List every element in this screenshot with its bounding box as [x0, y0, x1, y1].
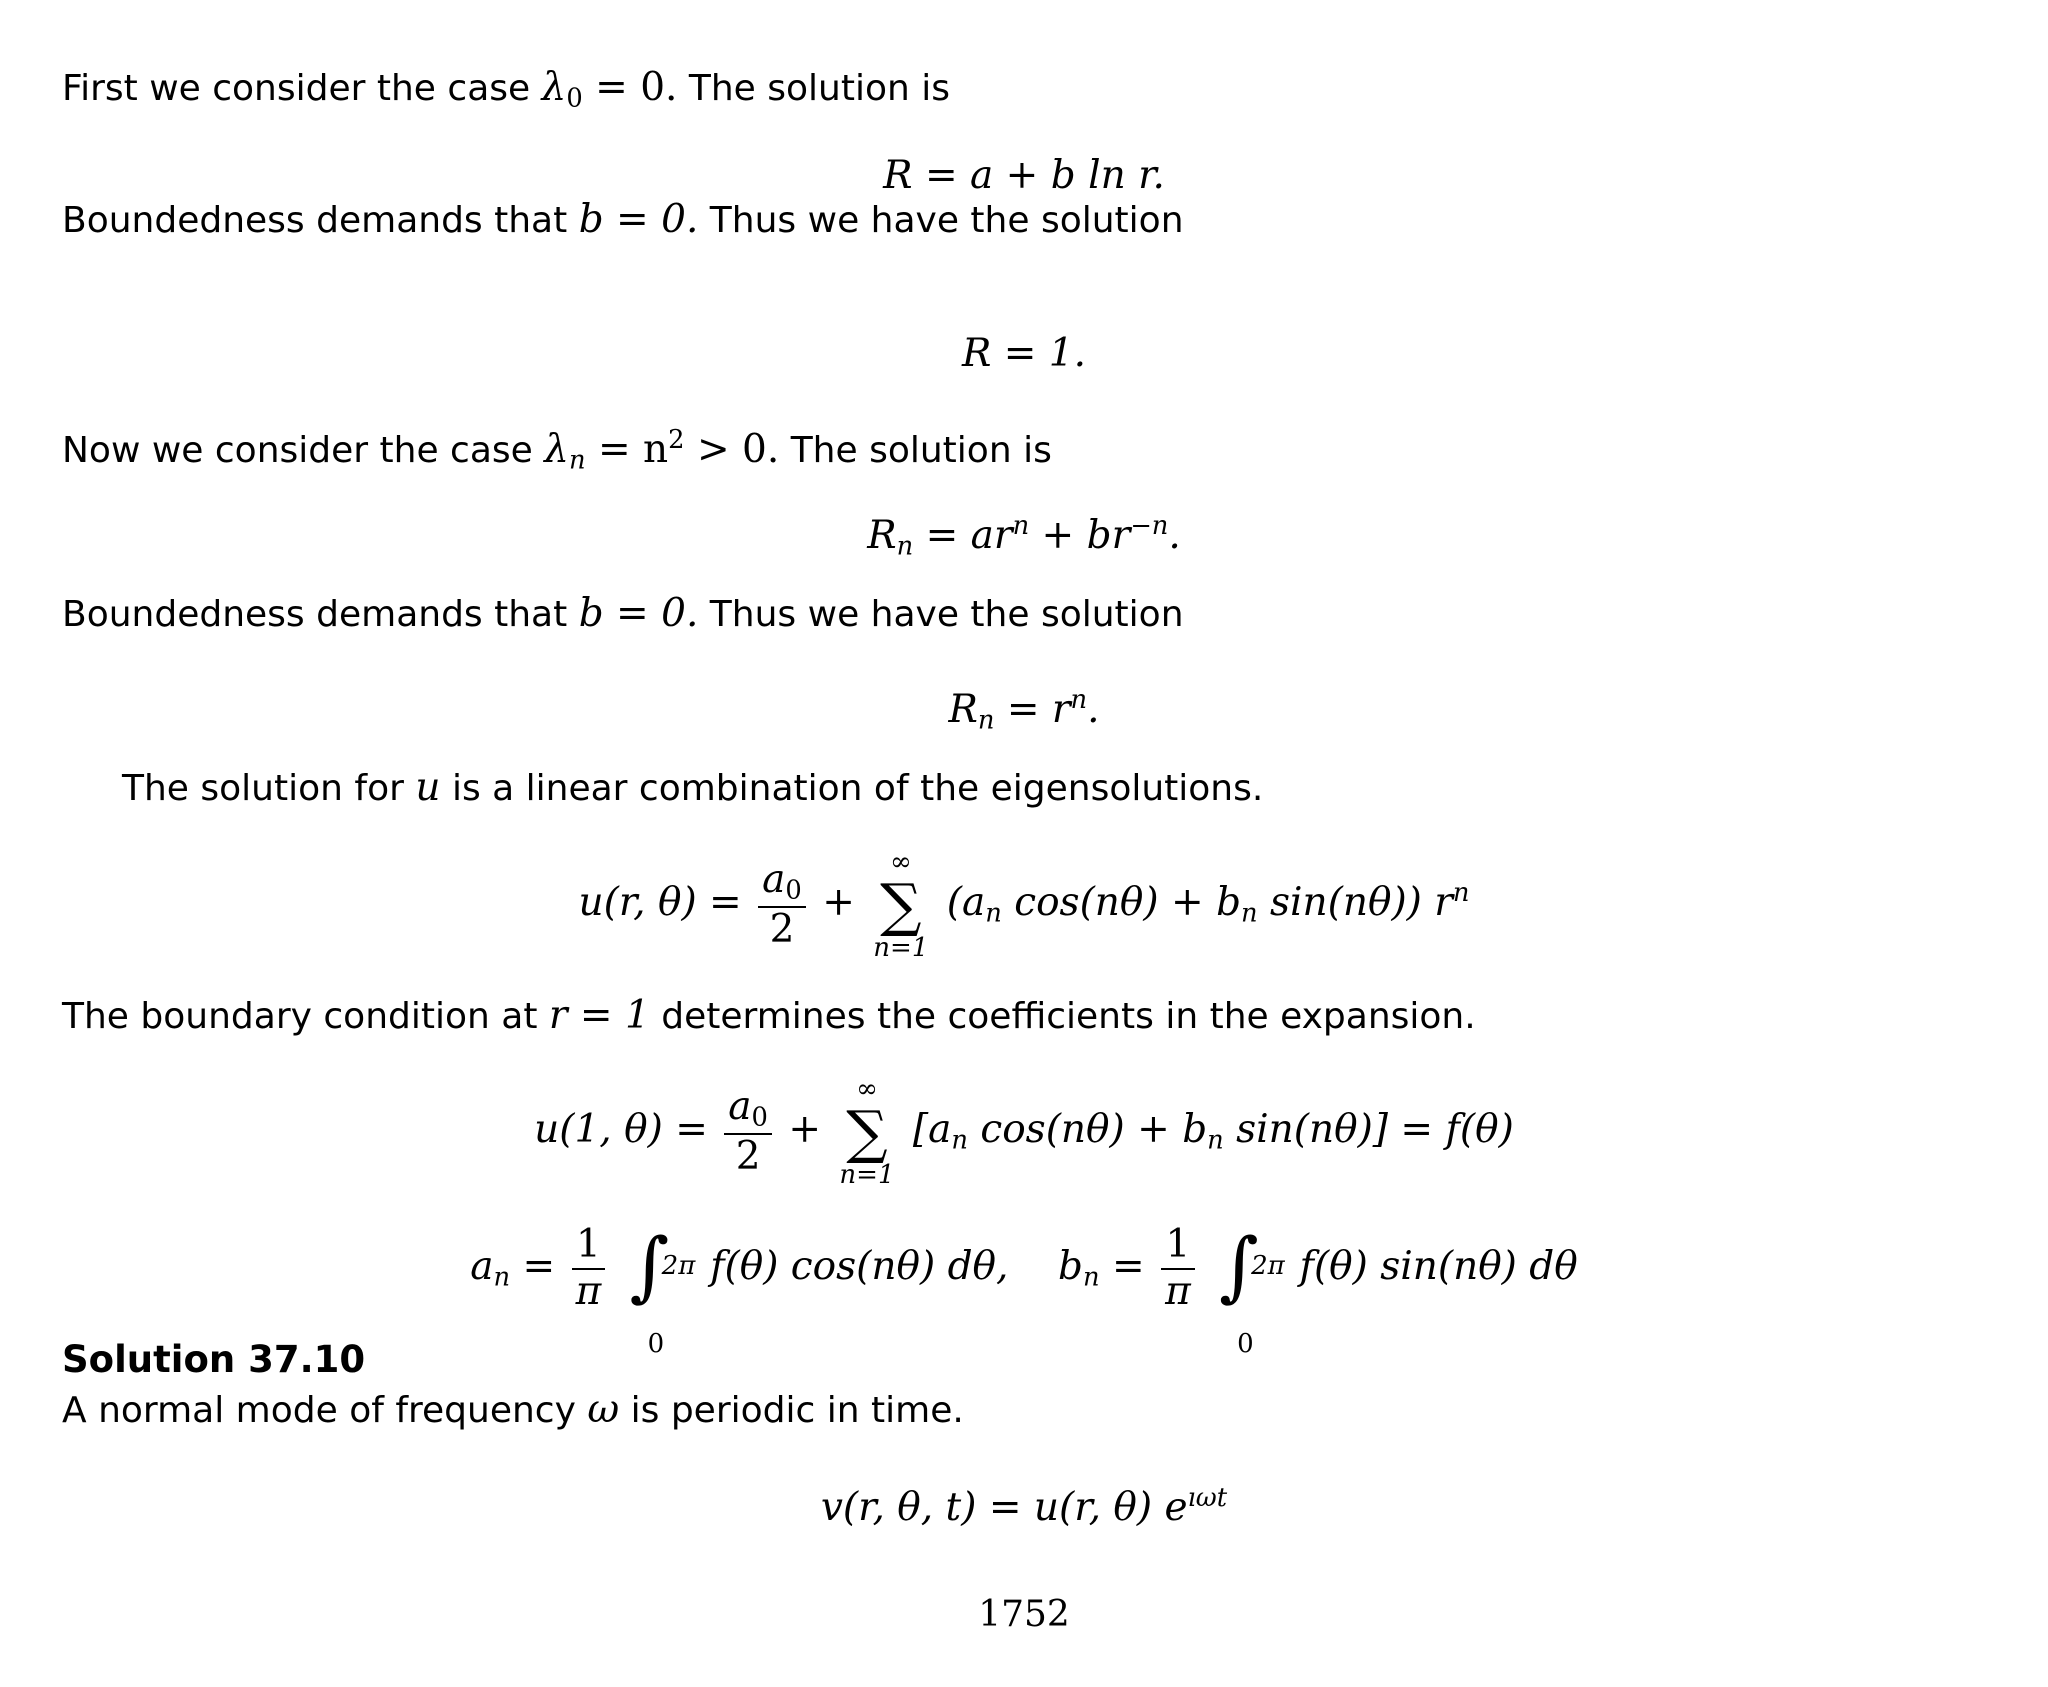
equation-normal-mode: v(r, θ, t) = u(r, θ) $e^{ı\omega t}$ — [820, 1483, 1228, 1531]
page-number: 1752 — [978, 1594, 1070, 1635]
summation-sign: ∞ ∑ n=1 — [873, 847, 929, 964]
integral-sign: ∫ 2π 0 — [629, 1221, 696, 1359]
math-u: u — [415, 765, 441, 810]
paragraph-linear-combination: The solution for u is a linear combination of the eigensolutions. — [122, 765, 1264, 810]
equation-R-log: R = a + b ln r. — [883, 153, 1165, 198]
math-lambda0: $\lambda_0 = 0$. — [541, 65, 678, 114]
paragraph-case-lambdan: Now we consider the case $\lambda_n = n^2 > 0$. The solution is — [62, 425, 1052, 476]
math-b-zero: b = 0. — [578, 197, 699, 242]
equation-series-u: u(r, θ) = $\frac{a_0}{2}$ + ∞ ∑ n=1 ($a_n$ $\cos(n\theta) + b_n$ sin(nθ)) $r^n$ — [578, 847, 1470, 964]
paragraph-boundedness-2: Boundedness demands that b = 0. Thus we have the solution — [62, 591, 1184, 636]
fraction-a0-over-2-b: $\frac{a_0}{2}$ — [724, 1085, 772, 1180]
equation-coefficients: $a_n$ = $\frac{1}{\pi}$ ∫ 2π 0 f(θ) cos(nθ) dθ, $b_n$ = $\frac{1}{\pi}$ ∫ 2π 0 f(θ) sin(nθ) dθ — [470, 1221, 1578, 1359]
equation-boundary-series: u(1, θ) = $\frac{a_0}{2}$ + ∞ ∑ n=1 [$a_n$ $\cos(n\theta) + b_n$ sin(nθ)] = f(θ) — [534, 1074, 1514, 1190]
fraction-one-over-pi-2: $\frac{1}{\pi}$ — [1161, 1223, 1195, 1315]
integral-sign-2: ∫ 2π 0 — [1219, 1221, 1285, 1359]
math-b-zero-2: b = 0. — [578, 591, 699, 636]
math-lambdan: $\lambda_n = n^2 > 0$. — [544, 425, 780, 476]
fraction-one-over-pi: $\frac{1}{\pi}$ — [572, 1223, 606, 1315]
equation-Rn-bounded: $R_n = r^n$. — [948, 685, 1100, 736]
paragraph-case-lambda0: First we consider the case $\lambda_0 = 0$. The solution is — [62, 65, 951, 114]
equation-R-one: R = 1. — [961, 331, 1087, 376]
math-omega: ω — [587, 1387, 620, 1432]
equation-Rn-general: $R_n = ar^n + br^{-n}$. — [867, 511, 1181, 562]
paragraph-boundary-condition: The boundary condition at r = 1 determines the coefficients in the expansion. — [62, 993, 1476, 1038]
summation-sign-2: ∞ ∑ n=1 — [839, 1074, 895, 1190]
fraction-a0-over-2: $\frac{a_0}{2}$ — [758, 858, 806, 953]
paragraph-boundedness-1: Boundedness demands that b = 0. Thus we have the solution — [62, 197, 1184, 242]
math-r-one: r = 1 — [548, 993, 650, 1038]
paragraph-normal-mode: A normal mode of frequency ω is periodic in time. — [62, 1387, 964, 1432]
section-heading: Solution 37.10 — [62, 1338, 366, 1381]
